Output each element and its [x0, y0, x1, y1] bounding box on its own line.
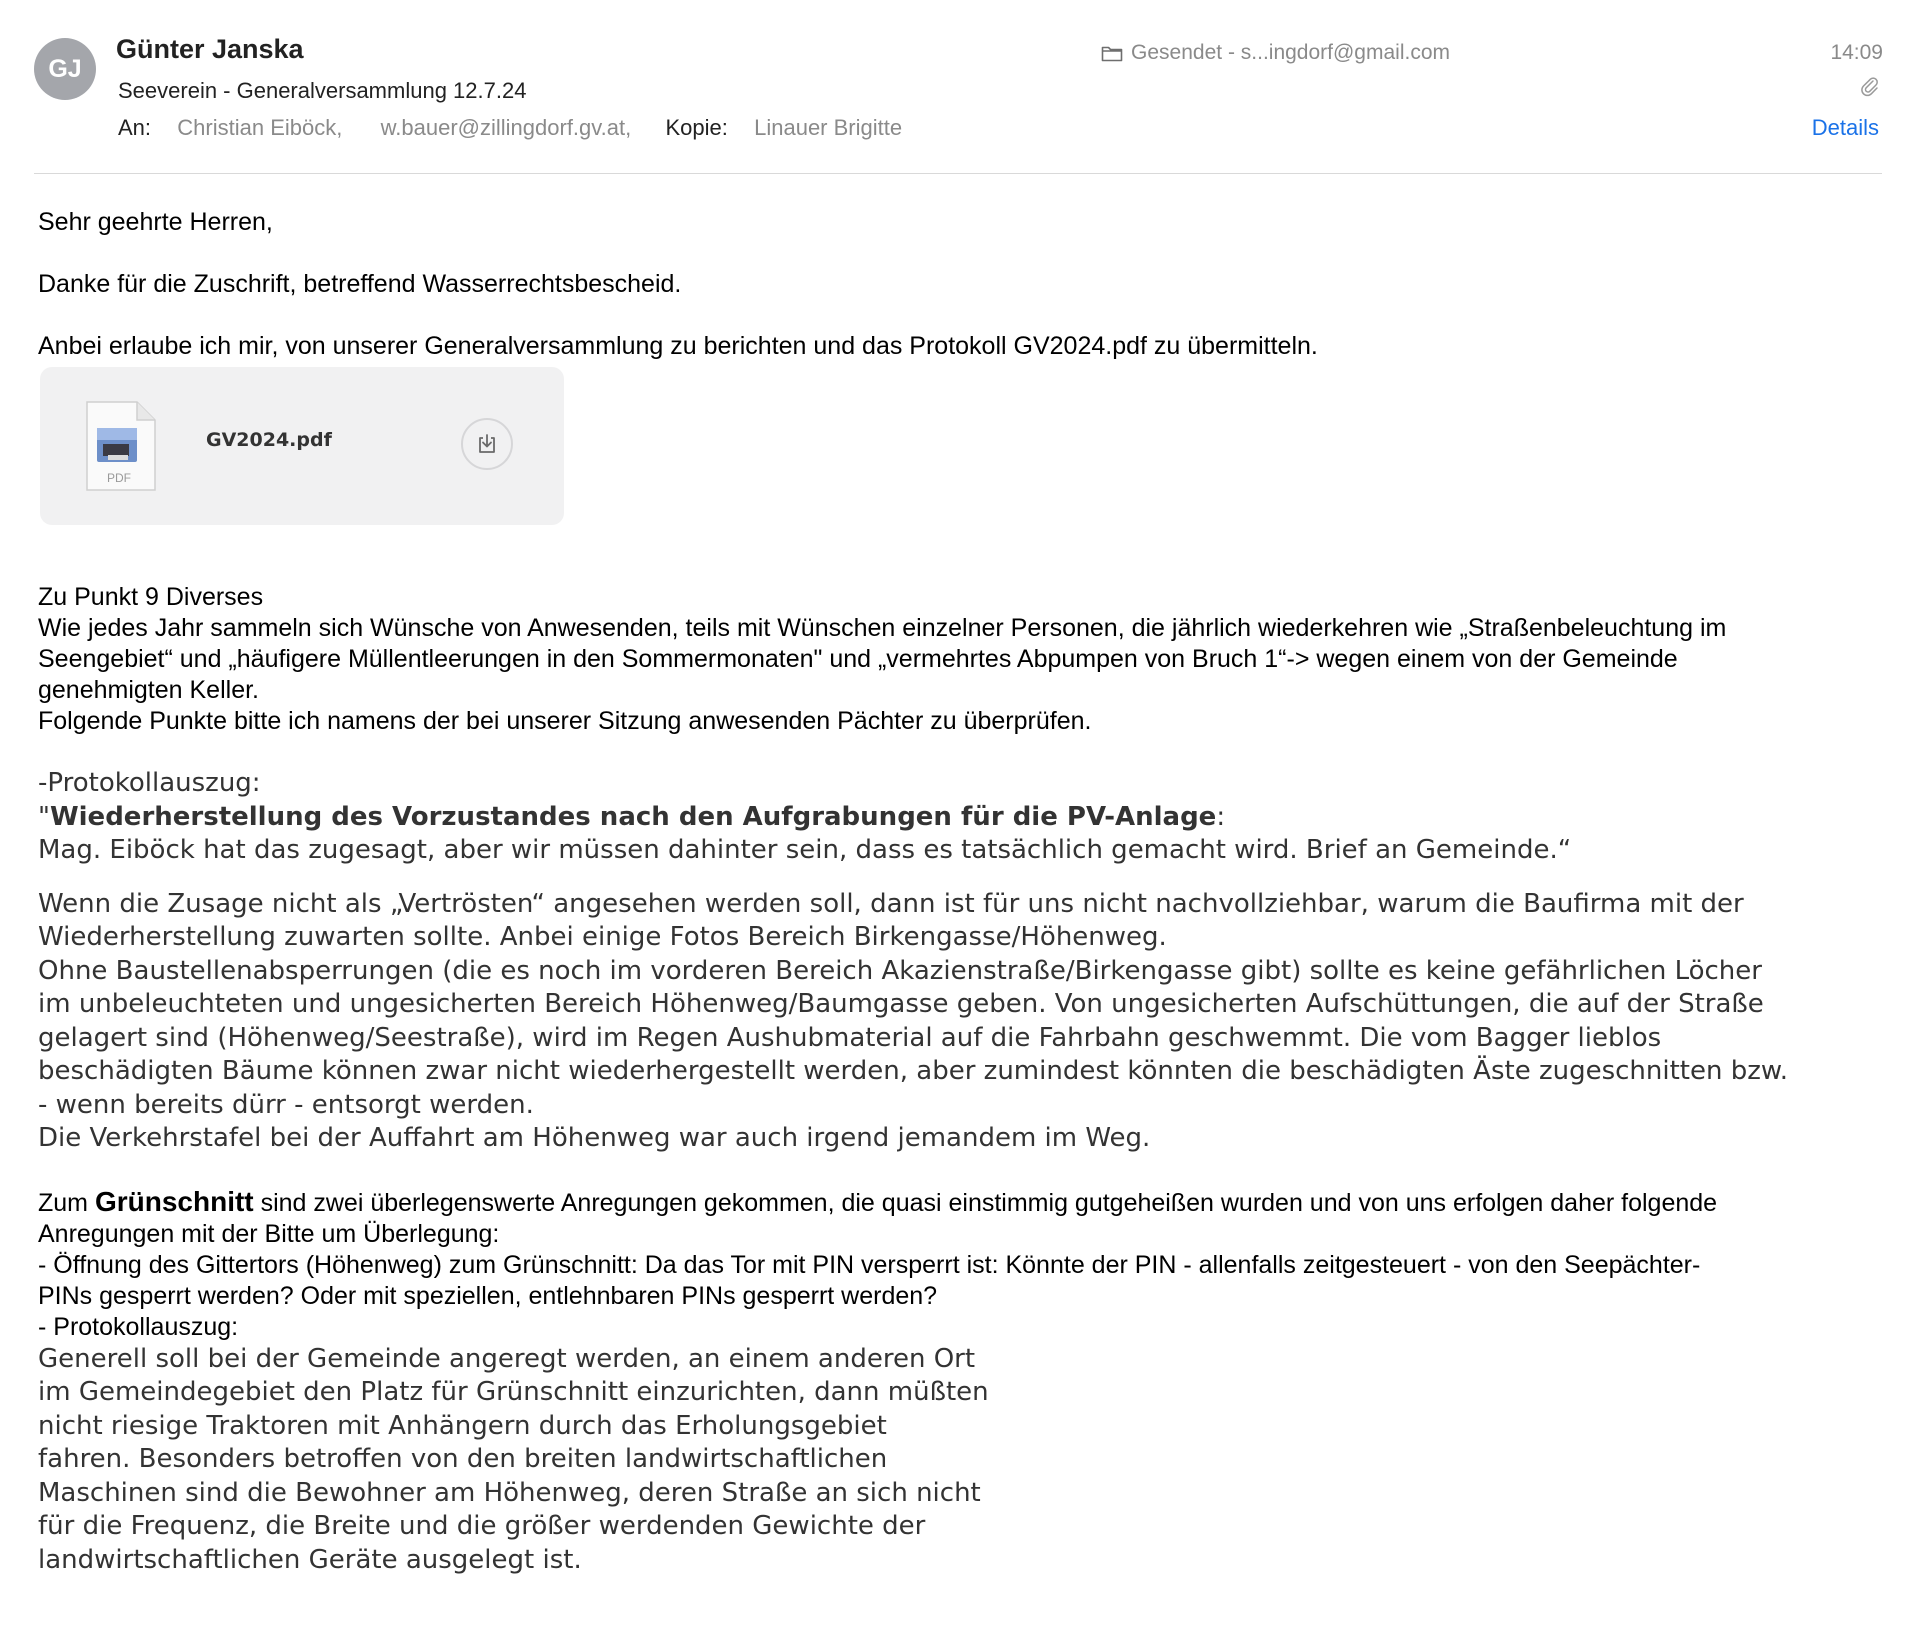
text-span: sind zwei überlegenswerte Anregungen gekommen, die quasi einstimmig gutgeheißen wurden und von uns erfolgen daher folgende [253, 1188, 1718, 1217]
attachment-filename[interactable]: GV2024.pdf [206, 429, 332, 451]
subject-line: Seeverein - Generalversammlung 12.7.24 [118, 78, 527, 103]
protocol-excerpt-text: Mag. Eiböck hat das zugesagt, aber wir müssen dahinter sein, dass es tatsächlich gemacht wird. Brief an Gemeinde.“ [38, 835, 1572, 865]
cc-recipient[interactable]: Linauer Brigitte [754, 115, 903, 140]
download-button[interactable] [461, 418, 513, 470]
protocol-excerpt-heading [38, 801, 1898, 835]
protocol-excerpt-label: -Protokollauszug: [38, 768, 261, 798]
recipients-row [118, 115, 902, 141]
paragraph-thanks: Danke für die Zuschrift, betreffend Wasserrechtsbescheid. [38, 270, 682, 298]
cc-label: Kopie: [665, 115, 728, 140]
message-time: 14:09 [1830, 41, 1883, 64]
heading-colon: : [1216, 801, 1226, 832]
message-header [0, 0, 1920, 175]
text-line: Wenn die Zusage nicht als „Vertrösten“ angesehen werden soll, dann ist für uns nicht nachvollziehbar, warum die Baufirma mit der [38, 888, 1744, 919]
text-line: beschädigten Bäume können zwar nicht wiederhergestellt werden, aber zumindest könnten die beschädigten Äste zugeschnitten bzw. [38, 1056, 1789, 1086]
to-label: An: [118, 115, 152, 140]
paragraph-attachment-intro: Anbei erlaube ich mir, von unserer Generalversammlung zu berichten und das Protokoll GV2024.pdf zu übermitteln. [38, 332, 1318, 360]
attachment-clip-icon [1860, 76, 1880, 103]
text-line: Wie jedes Jahr sammeln sich Wünsche von Anwesenden, teils mit Wünschen einzelner Personen, die jährlich wiederkehren wie „Straßenbeleuchtung im [38, 614, 1727, 642]
sender-name[interactable]: Günter Janska [116, 34, 304, 64]
section-title-punkt-9: Zu Punkt 9 Diverses [38, 583, 264, 611]
text-line: PINs gesperrt werden? Oder mit speziellen, entlehnbaren PINs gesperrt werden? [38, 1281, 938, 1310]
text-line: Wiederherstellung zuwarten sollte. Anbei einige Fotos Bereich Birkengasse/Höhenweg. [38, 922, 1167, 952]
text-line: im unbeleuchteten und ungesicherten Bereich Höhenweg/Baumgasse geben. Von ungesicherten Aufschüttungen, die auf der Straße [38, 989, 1764, 1019]
quote-mark: " [38, 801, 50, 832]
pdf-file-icon [83, 400, 157, 499]
text-line: Generell soll bei der Gemeinde angeregt werden, an einem anderen Ort [38, 1343, 976, 1374]
sender-avatar[interactable]: GJ [34, 38, 96, 100]
pdf-type-label: PDF [107, 471, 131, 485]
text-line: Ohne Baustellenabsperrungen (die es noch im vorderen Bereich Akazienstraße/Birkengasse gibt) sollte es keine gefährlichen Löcher [38, 955, 1762, 986]
recipient-2[interactable]: w.bauer@zillingdorf.gv.at, [380, 115, 632, 140]
text-line: Seengebiet“ und „häufigere Müllentleerungen in den Sommermonaten" und „vermehrtes Abpumpen von Bruch 1“-> wegen einem von der Gemeinde [38, 645, 1678, 673]
text-line: Die Verkehrstafel bei der Auffahrt am Höhenweg war auch irgend jemandem im Weg. [38, 1123, 1151, 1153]
text-line: Anregungen mit der Bitte um Überlegung: [38, 1219, 500, 1248]
recipient-1[interactable]: Christian Eiböck, [177, 115, 343, 140]
text-line: gelagert sind (Höhenweg/Seestraße), wird im Regen Aushubmaterial auf die Fahrbahn geschwemmt. Die vom Bagger lieblos [38, 1022, 1662, 1053]
folder-label: Gesendet - s...ingdorf@gmail.com [1131, 41, 1450, 64]
text-span: Zum [38, 1188, 95, 1217]
message-body [38, 207, 1898, 1577]
greeting: Sehr geehrte Herren, [38, 208, 273, 236]
protocol-heading-bold: Wiederherstellung des Vorzustandes nach den Aufgrabungen für die PV-Anlage [49, 801, 1217, 832]
text-line: nicht riesige Traktoren mit Anhängern durch das Erholungsgebiet [38, 1410, 887, 1441]
gruenschnitt-bold: Grünschnitt [94, 1185, 254, 1217]
text-line: - Öffnung des Gittertors (Höhenweg) zum Grünschnitt: Da das Tor mit PIN versperrt ist: Könnte der PIN - allenfalls zeitgesteuert - von den Seepächter- [38, 1250, 1701, 1279]
text-line: Folgende Punkte bitte ich namens der bei unserer Sitzung anwesenden Pächter zu überprüfen. [38, 707, 1092, 735]
details-link[interactable]: Details [1811, 115, 1879, 140]
text-line: genehmigten Keller. [38, 676, 259, 704]
text-line: für die Frequenz, die Breite und die größer werdenden Gewichte der [38, 1511, 926, 1541]
header-divider [34, 173, 1882, 174]
text-line: landwirtschaftlichen Geräte ausgelegt ist. [38, 1544, 582, 1575]
folder-icon [1101, 44, 1123, 62]
mailbox-folder[interactable] [1101, 41, 1450, 65]
gruenschnitt-intro [38, 1186, 1898, 1219]
download-icon [475, 432, 499, 456]
text-line: fahren. Besonders betroffen von den breiten landwirtschaftlichen [38, 1444, 888, 1474]
text-line: im Gemeindegebiet den Platz für Grünschnitt einzurichten, dann müßten [38, 1377, 989, 1407]
text-line: - wenn bereits dürr - entsorgt werden. [38, 1089, 534, 1120]
text-line: - Protokollauszug: [38, 1312, 239, 1341]
text-line: Maschinen sind die Bewohner am Höhenweg, deren Straße an sich nicht [38, 1477, 981, 1508]
attachment-card[interactable] [40, 367, 564, 525]
